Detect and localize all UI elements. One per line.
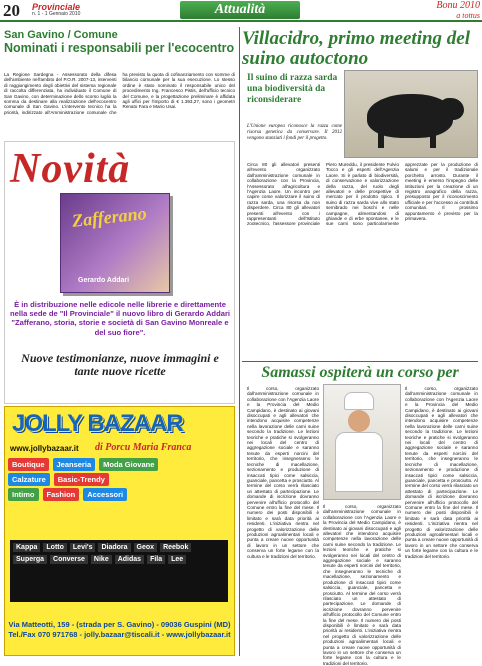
store-address (6, 620, 233, 640)
brand-logo: Geox (134, 543, 158, 552)
article-lead: L'Unione europea riconosce la razza come risorsa genetica da conservare. Il 2012 vengono stanziati i fondi per il progetto. (247, 124, 342, 141)
new-year-greeting (386, 1, 480, 21)
article-headline: Nominati i responsabili per l'ecocentro (4, 41, 235, 55)
store-owner: di Porcu Maria Franca (95, 442, 192, 453)
contact-line: Tel./Fax 070 971768 - jolly.bazaar@tiscali.it - www.jollybazaar.it (8, 630, 231, 639)
brand-logo: Levi's (70, 543, 96, 552)
article-body-part: Circa 80 gli allevatori presenti all'evento organizzato dall'amministrazione comunale in collaborazione con la Provincia, l'Assessorato all'agricoltura e l'Agenzia Laore. Un incontro per capire come valorizzare il suino di razza sarda, una risorsa da non disperdere. (247, 162, 320, 211)
article-headline: Villacidro, primo meeting del suino autoctono (242, 28, 470, 69)
department-label: Accessori (83, 488, 127, 501)
section-divider (242, 361, 478, 362)
section-title: Attualità (180, 1, 300, 19)
article-body-col: Il corso, organizzato dall'amministrazione comunale in collaborazione con l'Agenzia Laore e la Provincia del Medio Campidano, è destinato ai giovani disoccupati e agli allevatori che intendono acquisire competenze nella lavorazione delle carni suine secondo la tradizione. Le lezioni teoriche e pratiche si svolgeranno nei locali del centro di aggregazione sociale e saranno tenute da esperti norcini del territorio, che insegneranno le tecniche di macellazione, sezionamento e produzione di insaccati tipici come salsiccia, guanciale, pancetta e prosciutto. Al termine del corso verrà rilasciato un attestato di partecipazione. Le domande di iscrizione dovranno pervenire all'ufficio protocollo del Comune entro la fine del mese. Il numero dei posti disponibili è limitato e sarà data priorità ai residenti. L'iniziativa rientra nel progetto di valorizzazione delle produzioni agroalimentari locali e punta a creare nuove opportunità di lavoro in un settore che conserva un forte legame con la cultura e le tradizioni del territorio. (247, 386, 319, 559)
article-body-col: Il corso, organizzato dall'amministrazione comunale in collaborazione con l'Agenzia Laore e la Provincia del Medio Campidano, è destinato ai giovani disoccupati e agli allevatori che intendono acquisire competenze nella lavorazione delle carni suine secondo la tradizione. Le lezioni teoriche e pratiche si svolgeranno nei locali del centro di aggregazione sociale e saranno tenute da esperti norcini del territorio, che insegneranno le tecniche di macellazione, sezionamento e produzione di insaccati tipici come salsiccia, guanciale, pancetta e prosciutto. Al termine del corso verrà rilasciato un attestato di partecipazione. Le domande di iscrizione dovranno pervenire all'ufficio protocollo del Comune entro la fine del mese. Il numero dei posti disponibili è limitato e sarà data priorità ai residenti. L'iniziativa rientra nel progetto di valorizzazione delle produzioni agroalimentari locali e punta a creare nuove opportunità di lavoro in un settore che conserva un forte legame con la cultura e le tradizioni del territorio. (405, 386, 478, 559)
address-line: Via Matteotti, 159 - (strada per S. Gavino) - 09036 Guspini (MD) (8, 620, 231, 629)
greeting-line-1: Bonu 2010 (436, 0, 480, 11)
department-label: Calzature (8, 473, 50, 486)
brand-logo: Converse (50, 555, 88, 564)
article-body-col: Il corso, organizzato dall'amministrazione comunale in collaborazione con l'Agenzia Laore e la Provincia del Medio Campidano, è destinato ai giovani disoccupati e agli allevatori che intendono acquisire competenze nella lavorazione delle carni suine secondo la tradizione. Le lezioni teoriche e pratiche si svolgeranno nei locali del centro di aggregazione sociale e saranno tenute da esperti norcini del territorio, che insegneranno le tecniche di macellazione, sezionamento e produzione di insaccati tipici come salsiccia, guanciale, pancetta e prosciutto. Al termine del corso verrà rilasciato un attestato di partecipazione. Le domande di iscrizione dovranno pervenire all'ufficio protocollo del Comune entro la fine del mese. Il numero dei posti disponibili è limitato e sarà data priorità ai residenti. L'iniziativa rientra nel progetto di valorizzazione delle produzioni agroalimentari locali e punta a creare nuove opportunità di lavoro in un settore che conserva un forte legame con la cultura e le tradizioni del territorio. (323, 504, 401, 666)
brand-logo: Lee (168, 555, 186, 564)
department-label: Boutique (8, 458, 49, 471)
store-website: www.jollybazaar.it (10, 444, 79, 453)
article-subheadline: Il suino di razza sarda una biodiversità da riconsiderare (247, 73, 338, 105)
brand-logo: Kappa (13, 543, 40, 552)
chef-hat (344, 392, 374, 410)
department-label: Jeanseria (53, 458, 96, 471)
article-kicker: San Gavino / Comune (4, 29, 235, 41)
department-label: Intimo (8, 488, 39, 501)
store-departments (8, 458, 231, 503)
brand-logo: Adidas (115, 555, 144, 564)
page-number: 20 (3, 1, 20, 20)
pig-leg (430, 132, 436, 148)
ad-tagline: Nuove testimonianze, nuove immagini e tante nuove ricette (21, 351, 219, 378)
newspaper-logo: Provinciale (32, 2, 81, 12)
book-title: Zafferano (71, 203, 148, 231)
ad-description: È in distribuzione nelle edicole nelle librerie e direttamente nella sede de "Il Provinciale" il nuovo libro di Gerardo Addari "Zafferano, storia, storie e società di San Gavino Monreale e del suo fiore". (9, 300, 231, 337)
greeting-line-2: a tottus (456, 11, 480, 20)
pig-head (440, 98, 464, 120)
chef-face (348, 410, 370, 432)
department-label: Moda Giovane (99, 458, 158, 471)
column-divider (239, 27, 240, 656)
article-body (247, 162, 478, 360)
brand-logo: Reebok (160, 543, 191, 552)
pig-leg (378, 132, 384, 148)
department-label: Fashion (43, 488, 80, 501)
brand-logos-strip (10, 540, 228, 602)
brand-logo: Lotto (43, 543, 67, 552)
ad-title: Novità (10, 146, 131, 192)
brand-logo: Superga (13, 555, 47, 564)
store-logo: JOLLY BAZAAR (12, 410, 183, 437)
brand-logo: Fila (147, 555, 165, 564)
article-body: La Regione Sardegna - Assessorato della difesa dell'ambiente nell'ambito del P.O.R. 2007-13, interventi di raggiungimento degli obiettivi del sistema regionale di raccolta differenziata, ha individuato il Comune di San Gavino, con determinazione dello scorso luglio la somma da destinare alla realizzazione dell'ecocentro comunale di San Gavino. L'intervento tecnico ha la priorità, indirizzato all'Amministrazione comunale che ha previsto la quota di cofinanziamento con somme di bilancio comunale per la sua esecuzione. Lo stesso ordine è stato nominato il responsabile unico del procedimento Ing. Francesco Pistis, dell'ufficio tecnico del Comune, e la progettazione preliminare è affidata agli uffici per l'importo di € 1.393,27, sono i geometri Renato Fara e Mario Usai. (4, 72, 235, 115)
book-author: Gerardo Addari (78, 277, 130, 284)
issue-info: n. 1 - 1 Gennaio 2010 (32, 11, 81, 17)
brand-logo: Diadora (98, 543, 130, 552)
department-label: Basic-Trendy (54, 473, 109, 486)
brand-logo: Nike (91, 555, 112, 564)
article-headline: Samassi ospiterà un corso per (261, 364, 459, 381)
chef-jacket (335, 432, 383, 492)
article-body-part: Circa 80 gli allevatori presenti all'evento con i rappresentanti dell'Istituto zootecnico, l'assessore provinciale Piero Mureddu, il presidente Fulvio Tocco e gli esperti dell'Agenzia Laore. Si è parlato di biodiversità, di conservazione e valorizzazione della razza, del ruolo degli allevatori e delle prospettive di mercato per il prodotto tipico. Il suino di razza sarda vive allo stato semibrado nei boschi e nelle campagne, alimentandosi di ghiande e di erbe spontanee, e le sue carni sono particolarmente apprezzate per la produzione di salumi e per il tradizionale porchetto arrosto. Durante il meeting è emerso l'impegno delle istituzioni per la creazione di un registro anagrafico della razza, presupposto per il riconoscimento ufficiale e per l'accesso ai contributi comunitari. Il prossimo appuntamento è previsto per la primavera. (247, 162, 478, 227)
